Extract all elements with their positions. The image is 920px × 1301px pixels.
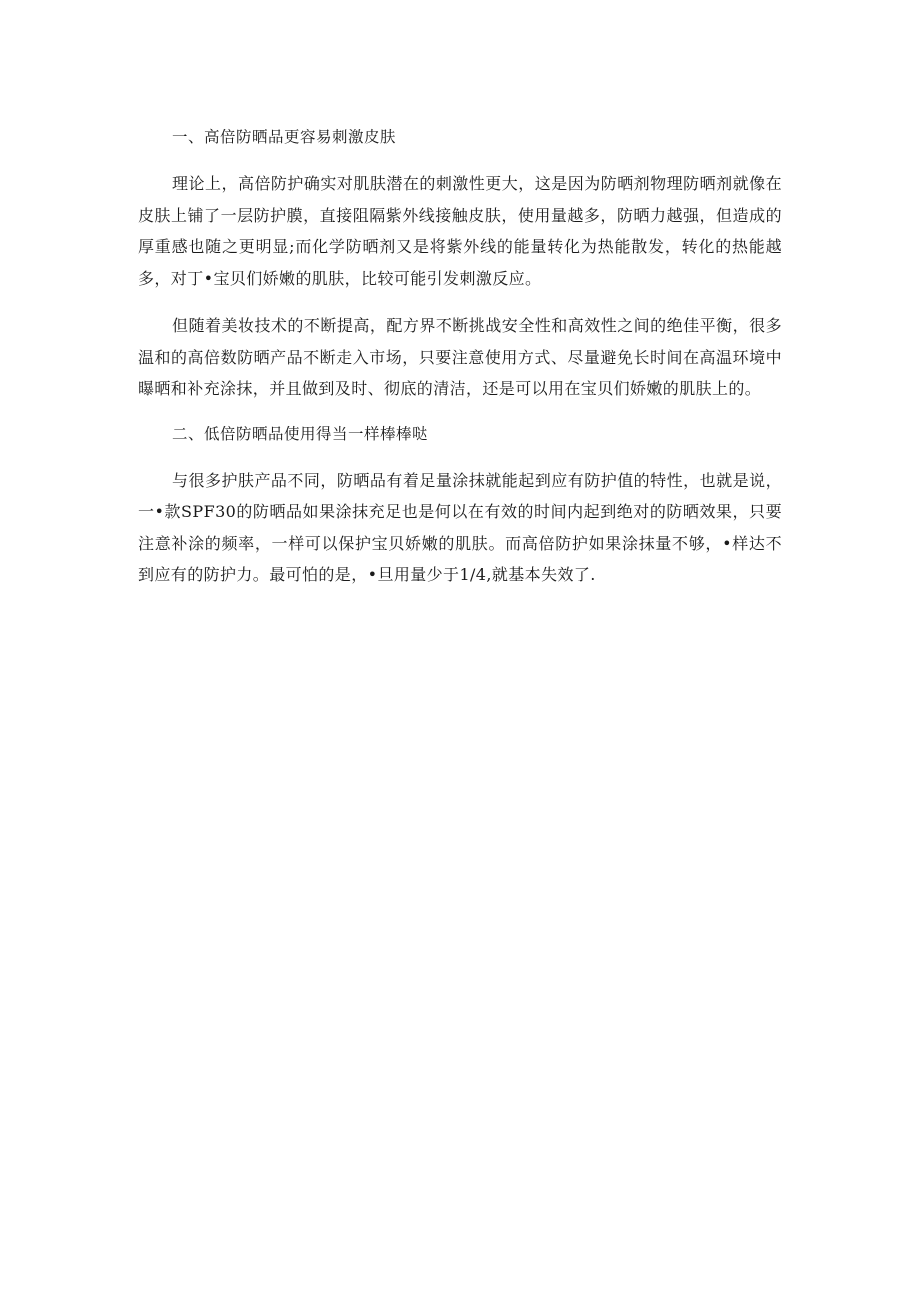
section-2-heading: 二、低倍防晒品使用得当一样棒棒哒	[172, 424, 429, 443]
section-2-paragraph-1: 与很多护肤产品不同，防晒品有着足量涂抹就能起到应有防护值的特性，也就是说，一•款SPF30的防晒品如果涂抹充足也是何以在有效的时间内起到绝对的防晒效果，只要注意补涂的频率，一样可以保护宝贝娇嫩的肌肤。而高倍防护如果涂抹量不够，•样达不到应有的防护力。最可怕的是，•旦用量少于1/4,就基本失效了.	[138, 470, 782, 584]
section-1-heading: 一、高倍防晒品更容易刺激皮肤	[172, 128, 397, 146]
section-1-paragraph-1: 理论上，高倍防护确实对肌肤潜在的刺激性更大，这是因为防晒剂物理防晒剂就像在皮肤上铺了一层防护膜，直接阻隔紫外线接触皮肤，使用量越多，防晒力越强，但造成的厚重感也随之更明显;而化学防晒剂又是将紫外线的能量转化为热能散发，转化的热能越多，对丁•宝贝们娇嫩的肌肤，比较可能引发刺激反应。	[138, 174, 782, 288]
section-1-paragraph-2: 但随着美妆技术的不断提高，配方界不断挑战安全性和高效性之间的绝佳平衡，很多温和的高倍数防晒产品不断走入市场，只要注意使用方式、尽量避免长时间在高温环境中曝晒和补充涂抹，并且做到及时、彻底的清洁，还是可以用在宝贝们娇嫩的肌肤上的。	[138, 316, 782, 398]
document-page	[138, 124, 782, 607]
